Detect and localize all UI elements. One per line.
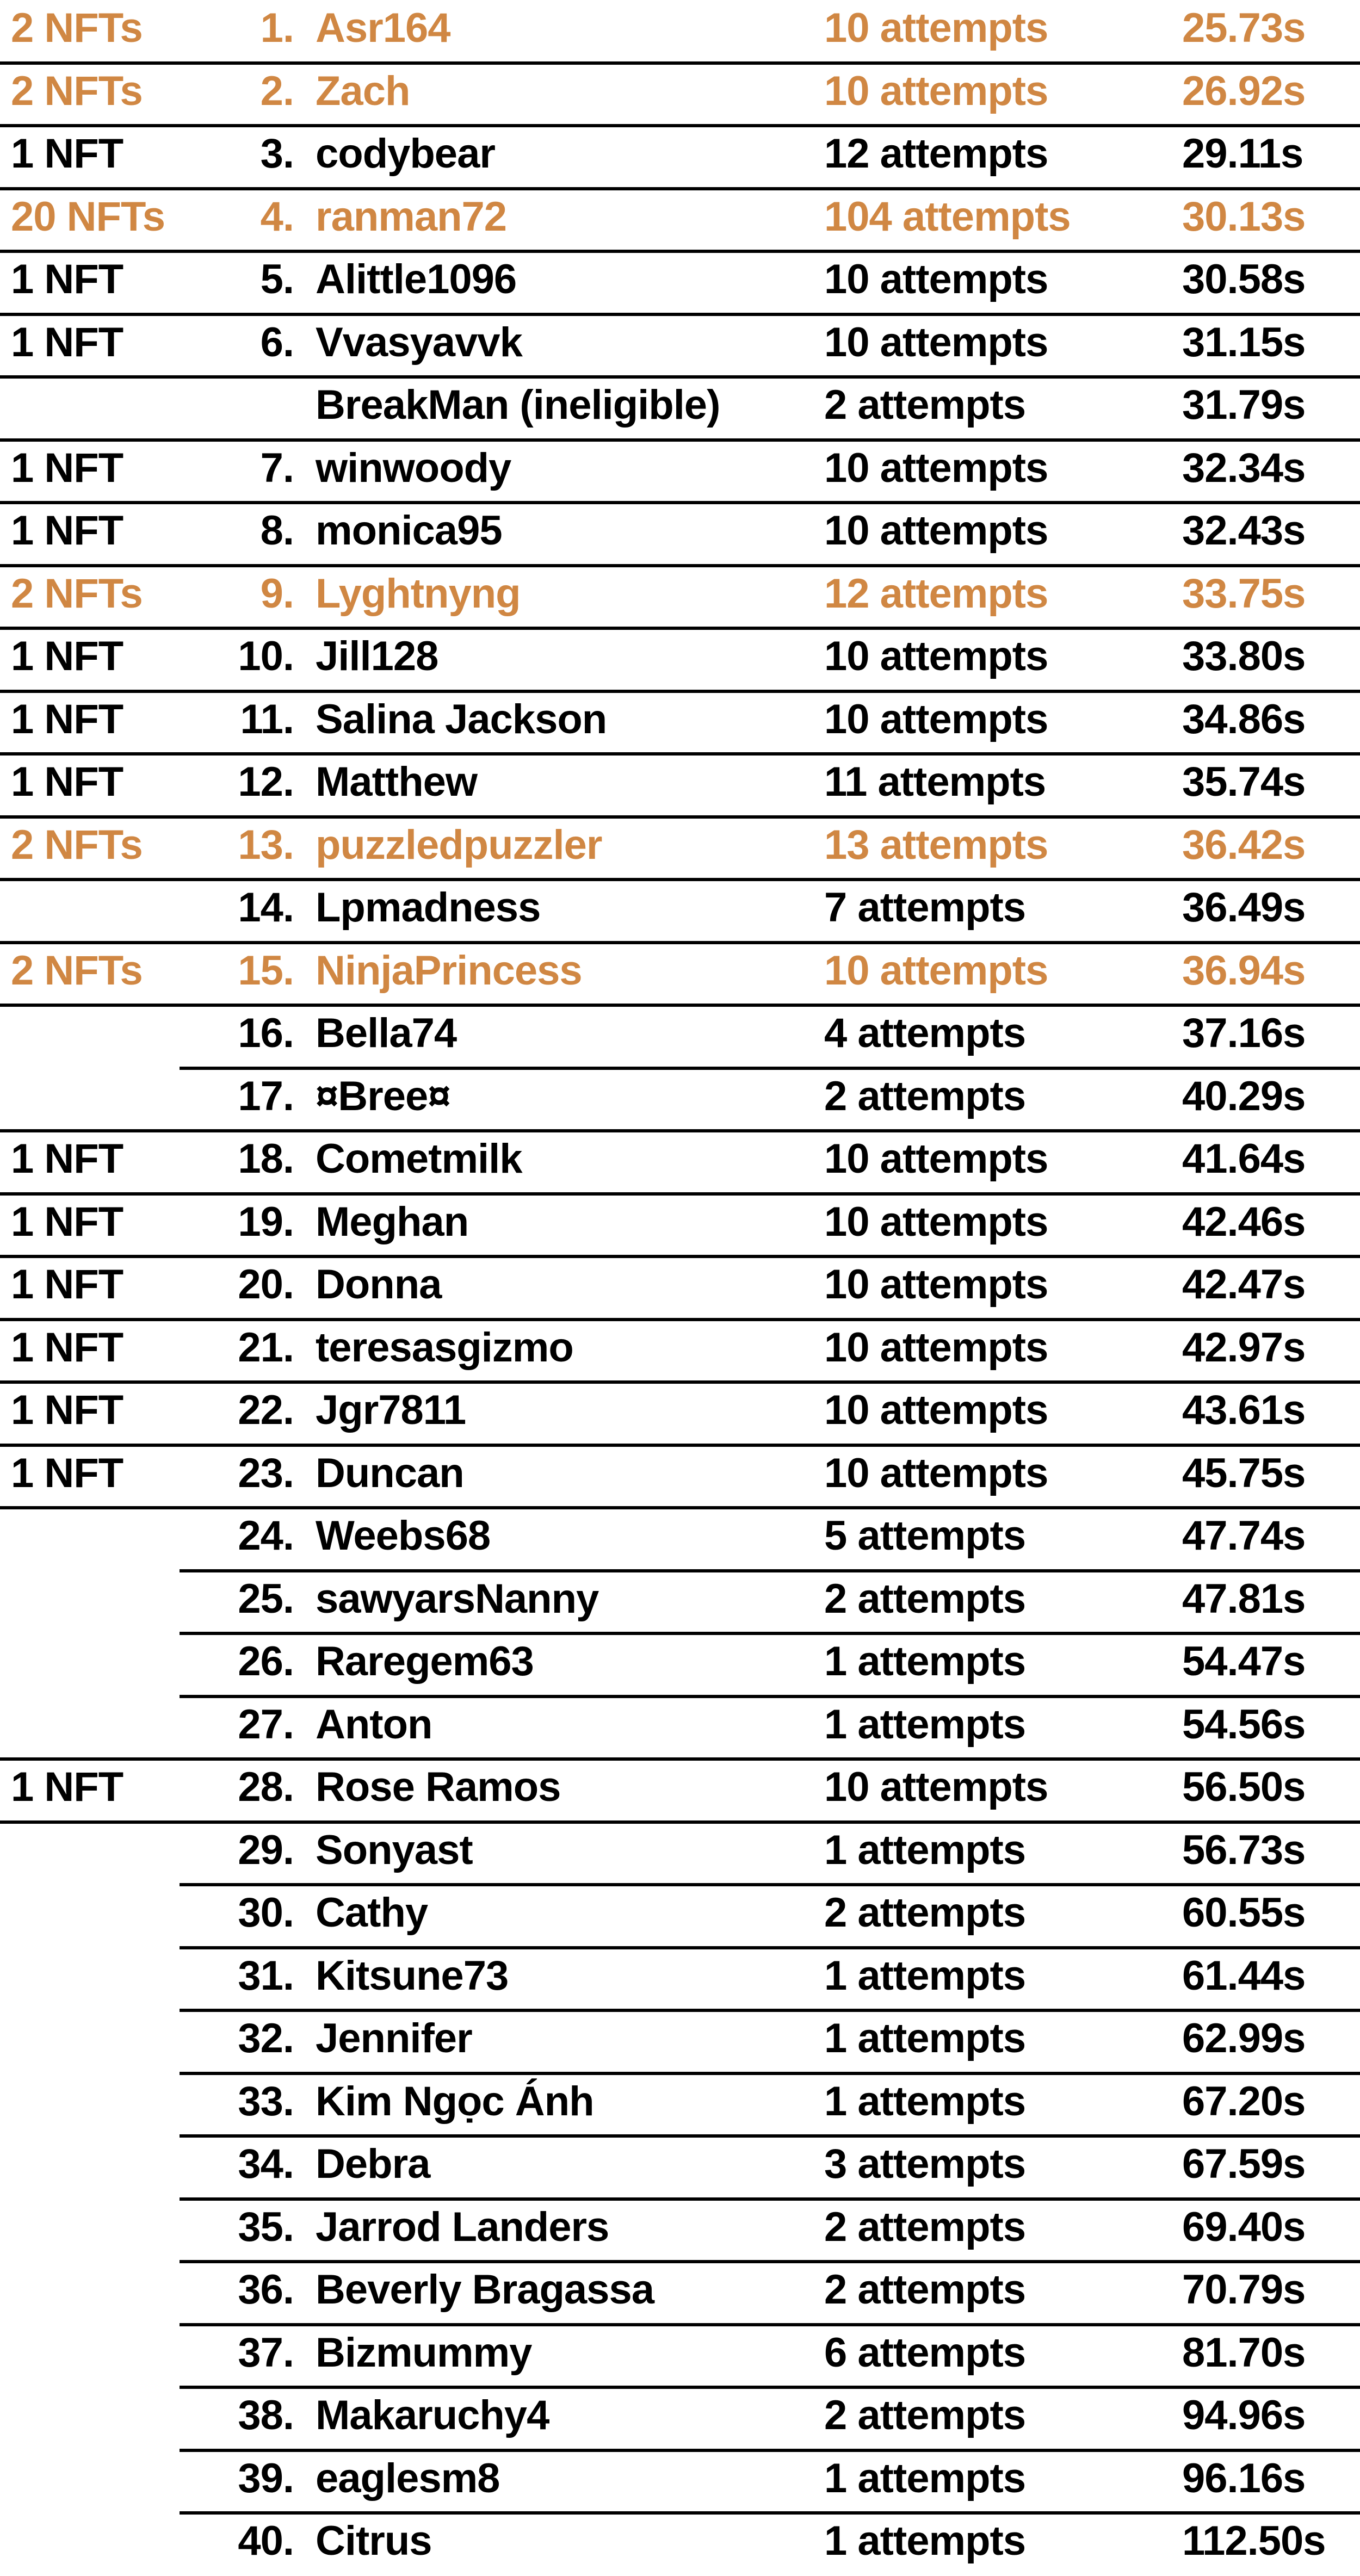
rank-cell: 4. (260, 193, 294, 240)
player-name-cell: eaglesm8 (316, 2455, 500, 2501)
player-name-cell: Bizmummy (316, 2329, 532, 2376)
rank-cell: 9. (260, 570, 294, 617)
leaderboard-row (0, 1068, 1360, 1131)
leaderboard-row (0, 880, 1360, 943)
time-cell: 37.16s (1182, 1010, 1306, 1056)
attempts-cell: 10 attempts (824, 1764, 1048, 1810)
prize-cell: 1 NFT (11, 507, 123, 554)
attempts-cell: 10 attempts (824, 319, 1048, 366)
prize-cell: 1 NFT (11, 1387, 123, 1433)
leaderboard-row (0, 2010, 1360, 2073)
attempts-cell: 10 attempts (824, 1324, 1048, 1371)
player-name-cell: BreakMan (ineligible) (316, 382, 720, 428)
attempts-cell: 10 attempts (824, 696, 1048, 742)
player-name-cell: Anton (316, 1701, 432, 1748)
player-name-cell: ranman72 (316, 193, 507, 240)
player-name-cell: Cometmilk (316, 1136, 522, 1182)
leaderboard-row (0, 1320, 1360, 1383)
rank-cell: 35. (238, 2203, 294, 2250)
leaderboard-row (0, 1571, 1360, 1634)
rank-cell: 39. (238, 2455, 294, 2501)
leaderboard-row (0, 2450, 1360, 2513)
attempts-cell: 2 attempts (824, 1073, 1026, 1119)
attempts-cell: 10 attempts (824, 507, 1048, 554)
time-cell: 36.49s (1182, 884, 1306, 931)
rank-cell: 36. (238, 2267, 294, 2313)
leaderboard-row (0, 1633, 1360, 1696)
rank-cell: 8. (260, 507, 294, 554)
rank-cell: 29. (238, 1826, 294, 1873)
player-name-cell: Vvasyavvk (316, 319, 522, 366)
time-cell: 30.58s (1182, 256, 1306, 302)
time-cell: 36.94s (1182, 947, 1306, 994)
time-cell: 42.46s (1182, 1198, 1306, 1245)
rank-cell: 12. (238, 759, 294, 805)
rank-cell: 6. (260, 319, 294, 366)
attempts-cell: 1 attempts (824, 1701, 1026, 1748)
rank-cell: 22. (238, 1387, 294, 1433)
rank-cell: 37. (238, 2329, 294, 2376)
rank-cell: 28. (238, 1764, 294, 1810)
time-cell: 62.99s (1182, 2015, 1306, 2061)
player-name-cell: winwoody (316, 444, 511, 491)
player-name-cell: Alittle1096 (316, 256, 517, 302)
time-cell: 47.74s (1182, 1513, 1306, 1559)
player-name-cell: Salina Jackson (316, 696, 607, 742)
attempts-cell: 2 attempts (824, 1890, 1026, 1936)
leaderboard-row (0, 189, 1360, 252)
prize-cell: 1 NFT (11, 1261, 123, 1308)
leaderboard-row (0, 503, 1360, 566)
rank-cell: 25. (238, 1575, 294, 1622)
rank-cell: 19. (238, 1198, 294, 1245)
time-cell: 30.13s (1182, 193, 1306, 240)
prize-cell: 1 NFT (11, 131, 123, 177)
rank-cell: 15. (238, 947, 294, 994)
rank-cell: 1. (260, 5, 294, 51)
time-cell: 34.86s (1182, 696, 1306, 742)
time-cell: 45.75s (1182, 1450, 1306, 1496)
prize-cell: 2 NFTs (11, 67, 143, 114)
attempts-cell: 12 attempts (824, 131, 1048, 177)
rank-cell: 13. (238, 821, 294, 868)
leaderboard-row (0, 377, 1360, 440)
leaderboard-row (0, 754, 1360, 817)
prize-cell: 1 NFT (11, 444, 123, 491)
player-name-cell: Bella74 (316, 1010, 457, 1056)
player-name-cell: Matthew (316, 759, 477, 805)
rank-cell: 20. (238, 1261, 294, 1308)
leaderboard-row (0, 1256, 1360, 1320)
time-cell: 54.56s (1182, 1701, 1306, 1748)
attempts-cell: 2 attempts (824, 1575, 1026, 1622)
time-cell: 42.47s (1182, 1261, 1306, 1308)
rank-cell: 31. (238, 1952, 294, 1999)
prize-cell: 1 NFT (11, 633, 123, 679)
prize-cell: 1 NFT (11, 696, 123, 742)
attempts-cell: 2 attempts (824, 382, 1026, 428)
time-cell: 47.81s (1182, 1575, 1306, 1622)
player-name-cell: Meghan (316, 1198, 469, 1245)
leaderboard-row (0, 314, 1360, 377)
leaderboard-row (0, 251, 1360, 314)
time-cell: 60.55s (1182, 1890, 1306, 1936)
time-cell: 31.15s (1182, 319, 1306, 366)
rank-cell: 18. (238, 1136, 294, 1182)
leaderboard-row (0, 1445, 1360, 1508)
player-name-cell: Duncan (316, 1450, 464, 1496)
leaderboard-row (0, 1885, 1360, 1948)
attempts-cell: 5 attempts (824, 1513, 1026, 1559)
prize-cell: 1 NFT (11, 1450, 123, 1496)
time-cell: 40.29s (1182, 1073, 1306, 1119)
time-cell: 67.20s (1182, 2078, 1306, 2125)
prize-cell: 1 NFT (11, 256, 123, 302)
time-cell: 32.34s (1182, 444, 1306, 491)
attempts-cell: 6 attempts (824, 2329, 1026, 2376)
attempts-cell: 2 attempts (824, 2392, 1026, 2438)
attempts-cell: 2 attempts (824, 2203, 1026, 2250)
time-cell: 67.59s (1182, 2141, 1306, 2187)
rank-cell: 10. (238, 633, 294, 679)
attempts-cell: 10 attempts (824, 633, 1048, 679)
player-name-cell: Kitsune73 (316, 1952, 509, 1999)
rank-cell: 21. (238, 1324, 294, 1371)
attempts-cell: 10 attempts (824, 1261, 1048, 1308)
time-cell: 25.73s (1182, 5, 1306, 51)
leaderboard-row (0, 1131, 1360, 1194)
attempts-cell: 11 attempts (824, 759, 1046, 805)
time-cell: 29.11s (1182, 131, 1303, 177)
attempts-cell: 1 attempts (824, 2078, 1026, 2125)
prize-cell: 1 NFT (11, 319, 123, 366)
time-cell: 33.75s (1182, 570, 1306, 617)
leaderboard-row (0, 126, 1360, 189)
prize-cell: 1 NFT (11, 1324, 123, 1371)
time-cell: 26.92s (1182, 67, 1306, 114)
time-cell: 96.16s (1182, 2455, 1306, 2501)
leaderboard-row (0, 943, 1360, 1006)
time-cell: 56.50s (1182, 1764, 1306, 1810)
leaderboard-row (0, 0, 1360, 63)
time-cell: 70.79s (1182, 2267, 1306, 2313)
player-name-cell: Zach (316, 67, 410, 114)
prize-cell: 1 NFT (11, 1198, 123, 1245)
leaderboard-row (0, 63, 1360, 126)
leaderboard-row (0, 1759, 1360, 1822)
rank-cell: 24. (238, 1513, 294, 1559)
prize-cell: 2 NFTs (11, 947, 143, 994)
rank-cell: 3. (260, 131, 294, 177)
attempts-cell: 1 attempts (824, 1826, 1026, 1873)
player-name-cell: Jgr7811 (316, 1387, 466, 1433)
prize-cell: 1 NFT (11, 1764, 123, 1810)
attempts-cell: 12 attempts (824, 570, 1048, 617)
time-cell: 43.61s (1182, 1387, 1306, 1433)
rank-cell: 40. (238, 2518, 294, 2564)
player-name-cell: Asr164 (316, 5, 450, 51)
player-name-cell: sawyarsNanny (316, 1575, 599, 1622)
player-name-cell: Kim Ngọc Ánh (316, 2078, 594, 2125)
leaderboard-row (0, 691, 1360, 754)
player-name-cell: codybear (316, 131, 495, 177)
leaderboard-row (0, 1005, 1360, 1068)
leaderboard-row (0, 1508, 1360, 1571)
time-cell: 81.70s (1182, 2329, 1306, 2376)
time-cell: 56.73s (1182, 1826, 1306, 1873)
player-name-cell: teresasgizmo (316, 1324, 573, 1371)
player-name-cell: Sonyast (316, 1826, 473, 1873)
player-name-cell: Weebs68 (316, 1513, 491, 1559)
leaderboard-row (0, 566, 1360, 629)
rank-cell: 32. (238, 2015, 294, 2061)
time-cell: 32.43s (1182, 507, 1306, 554)
player-name-cell: ¤Bree¤ (316, 1073, 450, 1119)
time-cell: 31.79s (1182, 382, 1306, 428)
player-name-cell: Jennifer (316, 2015, 472, 2061)
attempts-cell: 10 attempts (824, 5, 1048, 51)
player-name-cell: Rose Ramos (316, 1764, 561, 1810)
attempts-cell: 10 attempts (824, 1450, 1048, 1496)
leaderboard-row (0, 1948, 1360, 2011)
player-name-cell: Jarrod Landers (316, 2203, 609, 2250)
time-cell: 94.96s (1182, 2392, 1306, 2438)
leaderboard-row (0, 2513, 1360, 2576)
player-name-cell: Lpmadness (316, 884, 541, 931)
player-name-cell: Debra (316, 2141, 430, 2187)
attempts-cell: 13 attempts (824, 821, 1048, 868)
leaderboard-row (0, 2387, 1360, 2450)
time-cell: 36.42s (1182, 821, 1306, 868)
rank-cell: 16. (238, 1010, 294, 1056)
leaderboard-row (0, 1696, 1360, 1760)
attempts-cell: 10 attempts (824, 1387, 1048, 1433)
player-name-cell: Donna (316, 1261, 442, 1308)
leaderboard-row (0, 1822, 1360, 1885)
rank-cell: 34. (238, 2141, 294, 2187)
prize-cell: 2 NFTs (11, 570, 143, 617)
prize-cell: 1 NFT (11, 759, 123, 805)
rank-cell: 23. (238, 1450, 294, 1496)
attempts-cell: 10 attempts (824, 67, 1048, 114)
player-name-cell: Citrus (316, 2518, 432, 2564)
player-name-cell: Raregem63 (316, 1638, 534, 1685)
rank-cell: 17. (238, 1073, 294, 1119)
prize-cell: 2 NFTs (11, 821, 143, 868)
leaderboard-row (0, 628, 1360, 691)
leaderboard-row (0, 2073, 1360, 2137)
attempts-cell: 10 attempts (824, 256, 1048, 302)
rank-cell: 26. (238, 1638, 294, 1685)
leaderboard-row (0, 1382, 1360, 1445)
prize-cell: 1 NFT (11, 1136, 123, 1182)
rank-cell: 30. (238, 1890, 294, 1936)
player-name-cell: Jill128 (316, 633, 438, 679)
leaderboard-row (0, 2325, 1360, 2388)
rank-cell: 2. (260, 67, 294, 114)
time-cell: 54.47s (1182, 1638, 1306, 1685)
rank-cell: 33. (238, 2078, 294, 2125)
attempts-cell: 10 attempts (824, 444, 1048, 491)
attempts-cell: 10 attempts (824, 1198, 1048, 1245)
rank-cell: 5. (260, 256, 294, 302)
rank-cell: 7. (260, 444, 294, 491)
leaderboard-row (0, 817, 1360, 880)
leaderboard-row (0, 2199, 1360, 2262)
attempts-cell: 7 attempts (824, 884, 1026, 931)
attempts-cell: 1 attempts (824, 2015, 1026, 2061)
attempts-cell: 2 attempts (824, 2267, 1026, 2313)
attempts-cell: 1 attempts (824, 1638, 1026, 1685)
time-cell: 61.44s (1182, 1952, 1306, 1999)
player-name-cell: monica95 (316, 507, 502, 554)
rank-cell: 11. (240, 696, 294, 742)
prize-cell: 20 NFTs (11, 193, 165, 240)
time-cell: 112.50s (1182, 2518, 1326, 2564)
player-name-cell: Cathy (316, 1890, 428, 1936)
leaderboard-row (0, 440, 1360, 503)
attempts-cell: 104 attempts (824, 193, 1071, 240)
attempts-cell: 10 attempts (824, 947, 1048, 994)
player-name-cell: Makaruchy4 (316, 2392, 549, 2438)
time-cell: 69.40s (1182, 2203, 1306, 2250)
attempts-cell: 10 attempts (824, 1136, 1048, 1182)
rank-cell: 38. (238, 2392, 294, 2438)
leaderboard-row (0, 1194, 1360, 1257)
player-name-cell: Lyghtnyng (316, 570, 521, 617)
prize-cell: 2 NFTs (11, 5, 143, 51)
attempts-cell: 3 attempts (824, 2141, 1026, 2187)
attempts-cell: 4 attempts (824, 1010, 1026, 1056)
rank-cell: 14. (238, 884, 294, 931)
leaderboard-row (0, 2136, 1360, 2199)
leaderboard-row (0, 2262, 1360, 2325)
attempts-cell: 1 attempts (824, 2455, 1026, 2501)
attempts-cell: 1 attempts (824, 2518, 1026, 2564)
player-name-cell: puzzledpuzzler (316, 821, 602, 868)
player-name-cell: NinjaPrincess (316, 947, 582, 994)
time-cell: 35.74s (1182, 759, 1306, 805)
time-cell: 41.64s (1182, 1136, 1306, 1182)
player-name-cell: Beverly Bragassa (316, 2267, 654, 2313)
time-cell: 42.97s (1182, 1324, 1306, 1371)
attempts-cell: 1 attempts (824, 1952, 1026, 1999)
time-cell: 33.80s (1182, 633, 1306, 679)
rank-cell: 27. (238, 1701, 294, 1748)
